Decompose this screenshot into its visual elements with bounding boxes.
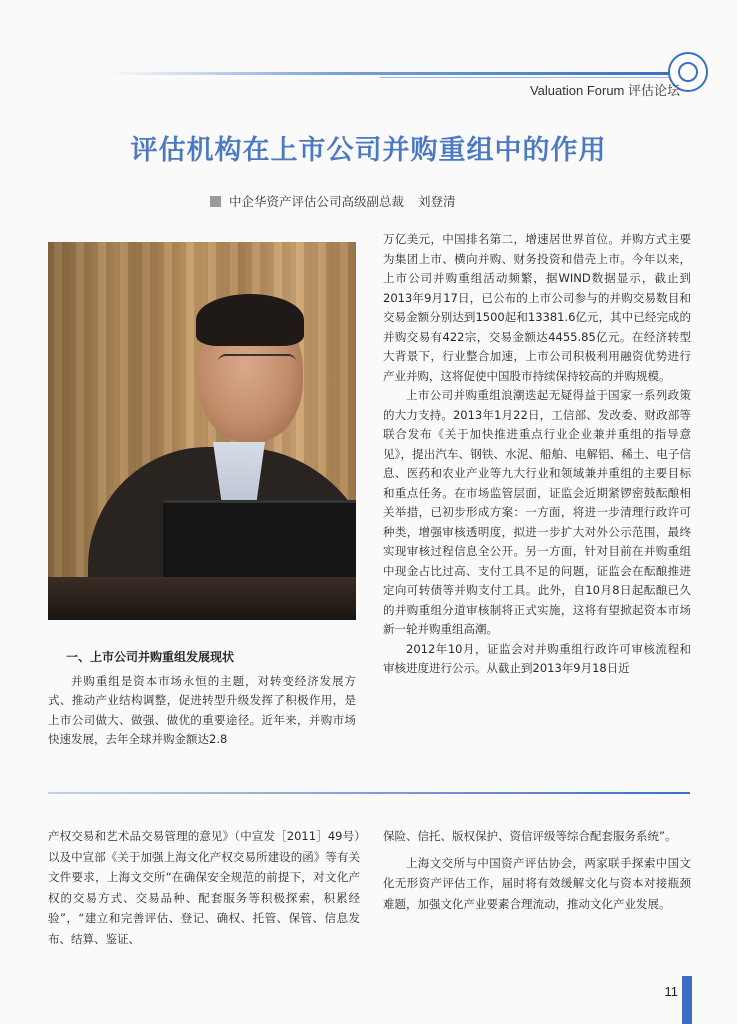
podium — [48, 577, 356, 620]
page-number: 11 — [664, 984, 678, 999]
left-paragraph-1: 并购重组是资本市场永恒的主题，对转变经济发展方式、推动产业结构调整，促进转型升级发挥了积极作用，是上市公司做大、做强、做优的重要途径。近年来，并购市场快速发展，去年全球并购金额达2.8 — [48, 673, 356, 746]
left-column — [48, 648, 356, 750]
bottom-right-paragraph-1: 保险、信托、版权保护、资信评级等综合配套服务系统”。 — [383, 829, 677, 843]
right-column — [383, 230, 691, 679]
section-heading: 一、上市公司并购重组发展现状 — [66, 650, 235, 664]
bottom-right-paragraph-2: 上海文交所与中国资产评估协会，两家联手探索中国文化无形资产评估工作，届时将有效缓解文化与资本对接瓶颈难题，加强文化产业要素合理流动，推动文化产业发展。 — [383, 855, 691, 911]
speaker-hair — [196, 294, 304, 346]
speaker-photo — [48, 242, 356, 620]
section-divider — [48, 792, 690, 794]
author-byline — [210, 192, 610, 210]
section-name: Valuation Forum 评估论坛 — [529, 83, 680, 98]
article-title: 评估机构在上市公司并购重组中的作用 — [130, 135, 607, 166]
bottom-left-column — [48, 826, 360, 949]
byline-square-icon — [210, 196, 221, 207]
author-name: 刘登清 — [418, 194, 456, 209]
author-role: 中企华资产评估公司高级副总裁 — [229, 194, 405, 209]
speaker-glasses-icon — [218, 354, 296, 376]
page-number-bar — [682, 976, 692, 1024]
header-rule-thin — [380, 77, 680, 78]
right-paragraph-2: 上市公司并购重组浪潮迭起无疑得益于国家一系列政策的大力支持。2013年1月22日，工信部、发改委、财政部等联合发布《关于加快推进重点行业企业兼并重组的指导意见》，提出汽车、钢铁、水泥、船舶、电解铝、稀土、电子信息、医药和农业产业等九大行业和领域兼并重组的主要目标和重点任务。在市场监管层面，证监会近期紧锣密鼓酝酿相关举措，已初步形成方案：一方面，将进一步清理行政许可种类，增强审核透明度，拟进一步扩大对外公示范围，最终实现审核过程信息全公开。另一方面，针对目前在并购重组中现金占比过高、支付工具不足的问题，证监会在酝酿推进定向可转债等并购支付工具。此外，自10月8日起酝酿已久的并购重组分道审核制将正式实施，这将有望掀起资本市场新一轮并购重组高潮。 — [383, 388, 691, 636]
right-paragraph-1: 万亿美元，中国排名第二，增速居世界首位。并购方式主要为集团上市、横向并购、财务投资和借壳上市。今年以来，上市公司并购重组活动频繁，据WIND数据显示，截止到2013年9月17日，已公布的上市公司参与的并购交易数目和交易金额分别达到1500起和13381.6亿元，其中已经完成的并购交易有422宗，交易金额达4455.85亿元。在经济转型大背景下，行业整合加速，上市公司积极利用融资优势进行产业并购，这将促使中国股市持续保持较高的并购规模。 — [383, 232, 691, 383]
bottom-right-column — [383, 826, 691, 914]
header-rule — [110, 72, 680, 75]
bottom-left-paragraph: 产权交易和艺术品交易管理的意见》（中宣发［2011］49号）以及中宣部《关于加强上海文化产权交易所建设的函》等有关文件要求，上海文交所“在确保安全规范的前提下，对文化产权的交易方式、交易品种、配套服务等积极探索，积累经验”，“建立和完善评估、登记、确权、托管、保管、信息发布、结算、鉴证、 — [48, 829, 360, 946]
right-paragraph-3: 2012年10月，证监会对并购重组行政许可审核流程和审核进度进行公示。从截止到2013年9月18日近 — [383, 641, 691, 675]
